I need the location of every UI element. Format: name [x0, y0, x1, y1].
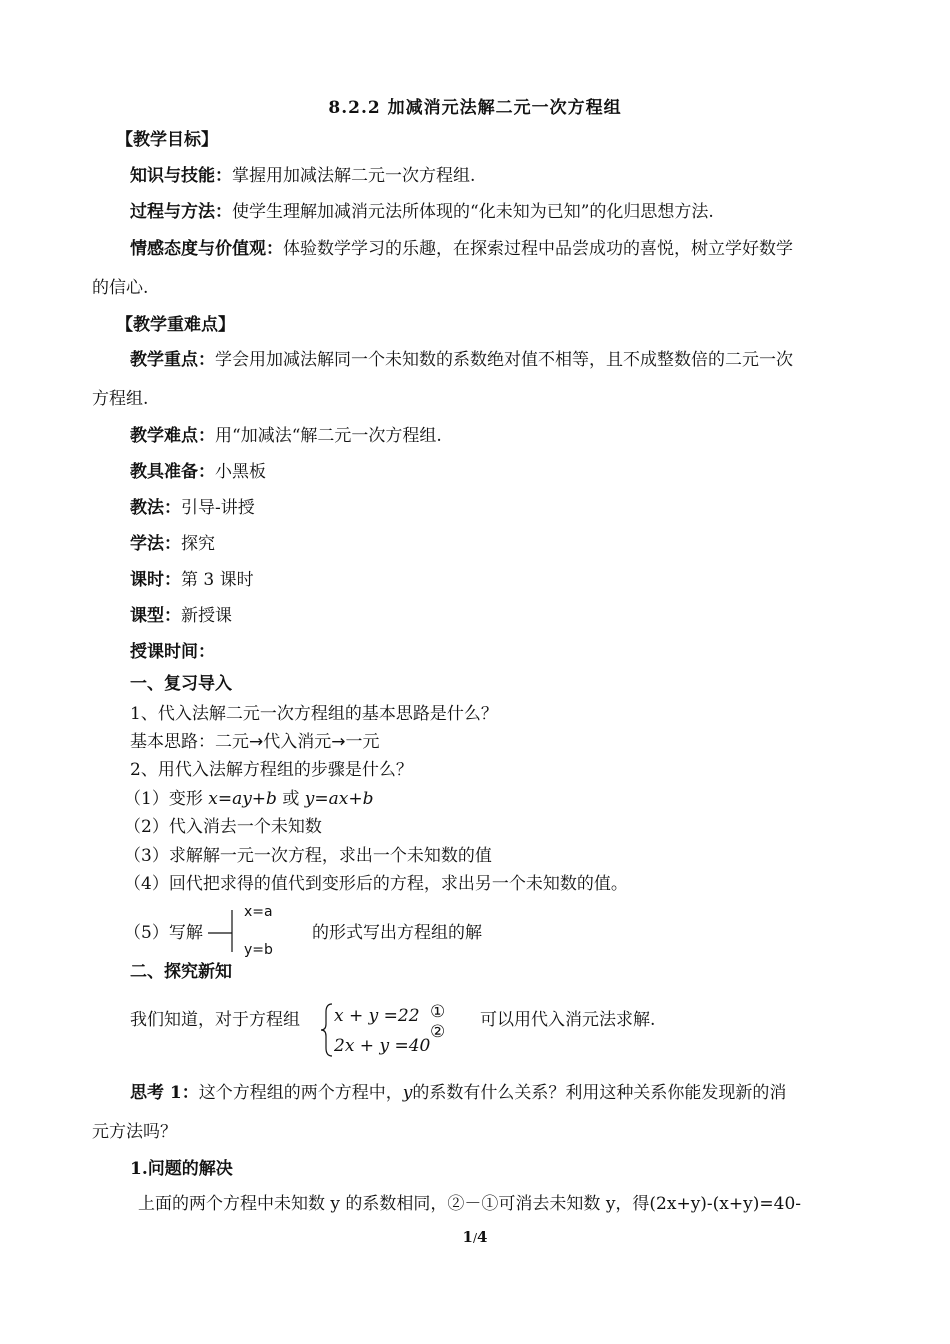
knowledge-label: 知识与技能：: [130, 166, 232, 186]
process-text: 使学生理解加减消元法所体现的“化未知为已知”的化归思想方法.: [232, 202, 714, 222]
tools-line: [130, 460, 266, 484]
question-2: 2、用代入法解方程组的步骤是什么？: [130, 760, 413, 780]
page-number: [0, 1228, 950, 1246]
goals-heading: 【教学目标】: [116, 130, 218, 150]
think-1-text-cont: 元方法吗？: [92, 1122, 177, 1142]
equation-1: x + y =22: [334, 1006, 420, 1026]
emotion-text-cont: 的信心.: [92, 278, 149, 298]
difficulty-line: [130, 424, 442, 448]
think-1-text: 这个方程组的两个方程中，: [198, 1083, 403, 1103]
key-text: 学会用加减法解同一个未知数的系数绝对值不相等，且不成整数倍的二元一次: [215, 350, 793, 370]
time-label: 授课时间：: [130, 642, 215, 662]
think-1-label: 思考 1：: [130, 1083, 199, 1103]
think-1-var: y: [402, 1083, 413, 1103]
question-1: 1、代入法解二元一次方程组的基本思路是什么？: [130, 704, 498, 724]
step-5-brace: [208, 906, 248, 958]
arrow-right-icon: →: [249, 732, 264, 752]
step-1-prefix: （1）变形: [124, 789, 209, 809]
think-1-line: [130, 1081, 786, 1105]
page-current: 1: [462, 1228, 473, 1246]
page-sep: /: [472, 1231, 478, 1245]
document-title: 8.2.2 加减消元法解二元一次方程组: [328, 98, 622, 118]
difficulty-label: 教学难点：: [130, 426, 215, 446]
page-total: 4: [477, 1228, 488, 1246]
emotion-label: 情感态度与价值观：: [130, 239, 283, 259]
system-brace: [320, 1002, 334, 1058]
emotion-line: [130, 237, 793, 261]
known-prefix: 我们知道，对于方程组: [130, 1010, 300, 1030]
step-1: [124, 787, 373, 811]
hours-label: 课时：: [130, 570, 181, 590]
key-heading: 【教学重难点】: [116, 315, 235, 335]
tools-text: 小黑板: [215, 462, 266, 482]
solve-text: 上面的两个方程中未知数 y 的系数相同，②－①可消去未知数 y，得(2x+y)-(x+y)=40-: [138, 1194, 801, 1214]
basic-idea-end: 一元: [345, 732, 380, 752]
section-review-heading: 一、复习导入: [130, 674, 232, 694]
difficulty-text: 用“加减法“解二元一次方程组.: [215, 426, 442, 446]
method-line: [130, 496, 255, 520]
step-3: （3）求解解一元一次方程，求出一个未知数的值: [124, 846, 492, 866]
type-text: 新授课: [181, 606, 232, 626]
subsection-heading: 1.问题的解决: [130, 1159, 233, 1179]
key-text-cont: 方程组.: [92, 389, 149, 409]
equation-1-mark: ①: [430, 1002, 446, 1022]
step-4: （4）回代把求得的值代到变形后的方程，求出另一个未知数的值。: [124, 874, 628, 894]
process-line: [130, 200, 714, 224]
step-1-eq-y: y=ax+b: [304, 789, 374, 809]
step-5-x: x=a: [244, 904, 273, 920]
step-1-eq-x: x=ay+b: [208, 789, 277, 809]
type-line: [130, 604, 232, 628]
section-explore-heading: 二、探究新知: [130, 962, 232, 982]
step-1-or: 或: [276, 789, 305, 809]
type-label: 课型：: [130, 606, 181, 626]
method-label: 教法：: [130, 498, 181, 518]
equation-2-mark: ②: [430, 1022, 446, 1042]
process-label: 过程与方法：: [130, 202, 232, 222]
step-5-prefix: （5）写解: [124, 923, 203, 943]
tools-label: 教具准备：: [130, 462, 215, 482]
knowledge-text: 掌握用加减法解二元一次方程组.: [232, 166, 476, 186]
hours-text: 第 3 课时: [181, 570, 254, 590]
think-1-text-b: 的系数有什么关系？利用这种关系你能发现新的消: [412, 1083, 787, 1103]
knowledge-line: [130, 164, 475, 188]
key-label: 教学重点：: [130, 350, 215, 370]
step-5-y: y=b: [244, 942, 273, 958]
study-line: [130, 532, 215, 556]
step-5-suffix: 的形式写出方程组的解: [312, 923, 482, 943]
step-2: （2）代入消去一个未知数: [124, 817, 322, 837]
key-line: [130, 348, 793, 372]
equation-2: 2x + y =40: [334, 1036, 431, 1056]
basic-idea-prefix: 基本思路：二元: [130, 732, 249, 752]
basic-idea-mid: 代入消元: [263, 732, 332, 752]
method-text: 引导-讲授: [181, 498, 255, 518]
basic-idea-line: [130, 730, 380, 754]
study-label: 学法：: [130, 534, 181, 554]
known-suffix: 可以用代入消元法求解.: [480, 1010, 656, 1030]
emotion-text: 体验数学学习的乐趣，在探索过程中品尝成功的喜悦，树立学好数学: [283, 239, 793, 259]
study-text: 探究: [181, 534, 215, 554]
hours-line: [130, 568, 254, 592]
arrow-right-icon: →: [331, 732, 346, 752]
